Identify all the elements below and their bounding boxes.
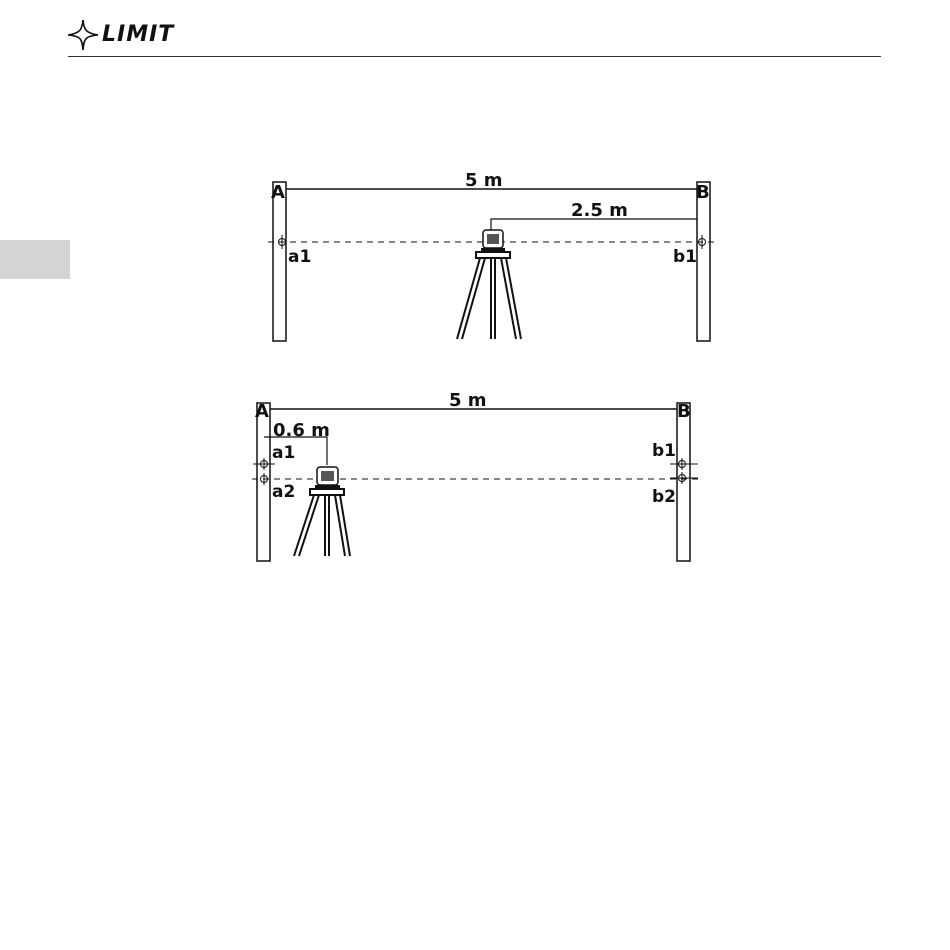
post-b [697, 182, 710, 341]
post-b [677, 403, 690, 561]
offset-label: 2.5 m [571, 200, 628, 221]
post-a-label: A [271, 182, 285, 203]
mark-b2-label: b2 [652, 487, 676, 507]
tripod-icon [457, 252, 521, 339]
limit-star-icon [68, 20, 98, 50]
offset-label: 0.6 m [273, 420, 330, 441]
rotary-laser-icon [481, 230, 505, 252]
mark-a2-label: a2 [272, 482, 296, 502]
offset-dimension-line [491, 219, 697, 234]
post-b-label: B [677, 401, 691, 422]
mark-a1-label: a1 [288, 247, 312, 267]
post-a [273, 182, 286, 341]
tripod-icon [294, 489, 350, 556]
header-divider [68, 56, 881, 57]
mark-b1-label: b1 [652, 441, 676, 461]
diagram-centered-setup [0, 150, 950, 350]
rotary-laser-icon [315, 467, 340, 489]
brand-name: LIMIT [102, 22, 175, 47]
distance-label: 5 m [449, 390, 487, 411]
mark-a1-label: a1 [272, 443, 296, 463]
distance-label: 5 m [465, 170, 503, 191]
post-a-label: A [255, 401, 269, 422]
page-header [0, 0, 950, 60]
post-b-label: B [696, 182, 710, 203]
diagram-offset-setup [0, 375, 950, 575]
mark-b1-label: b1 [673, 247, 697, 267]
